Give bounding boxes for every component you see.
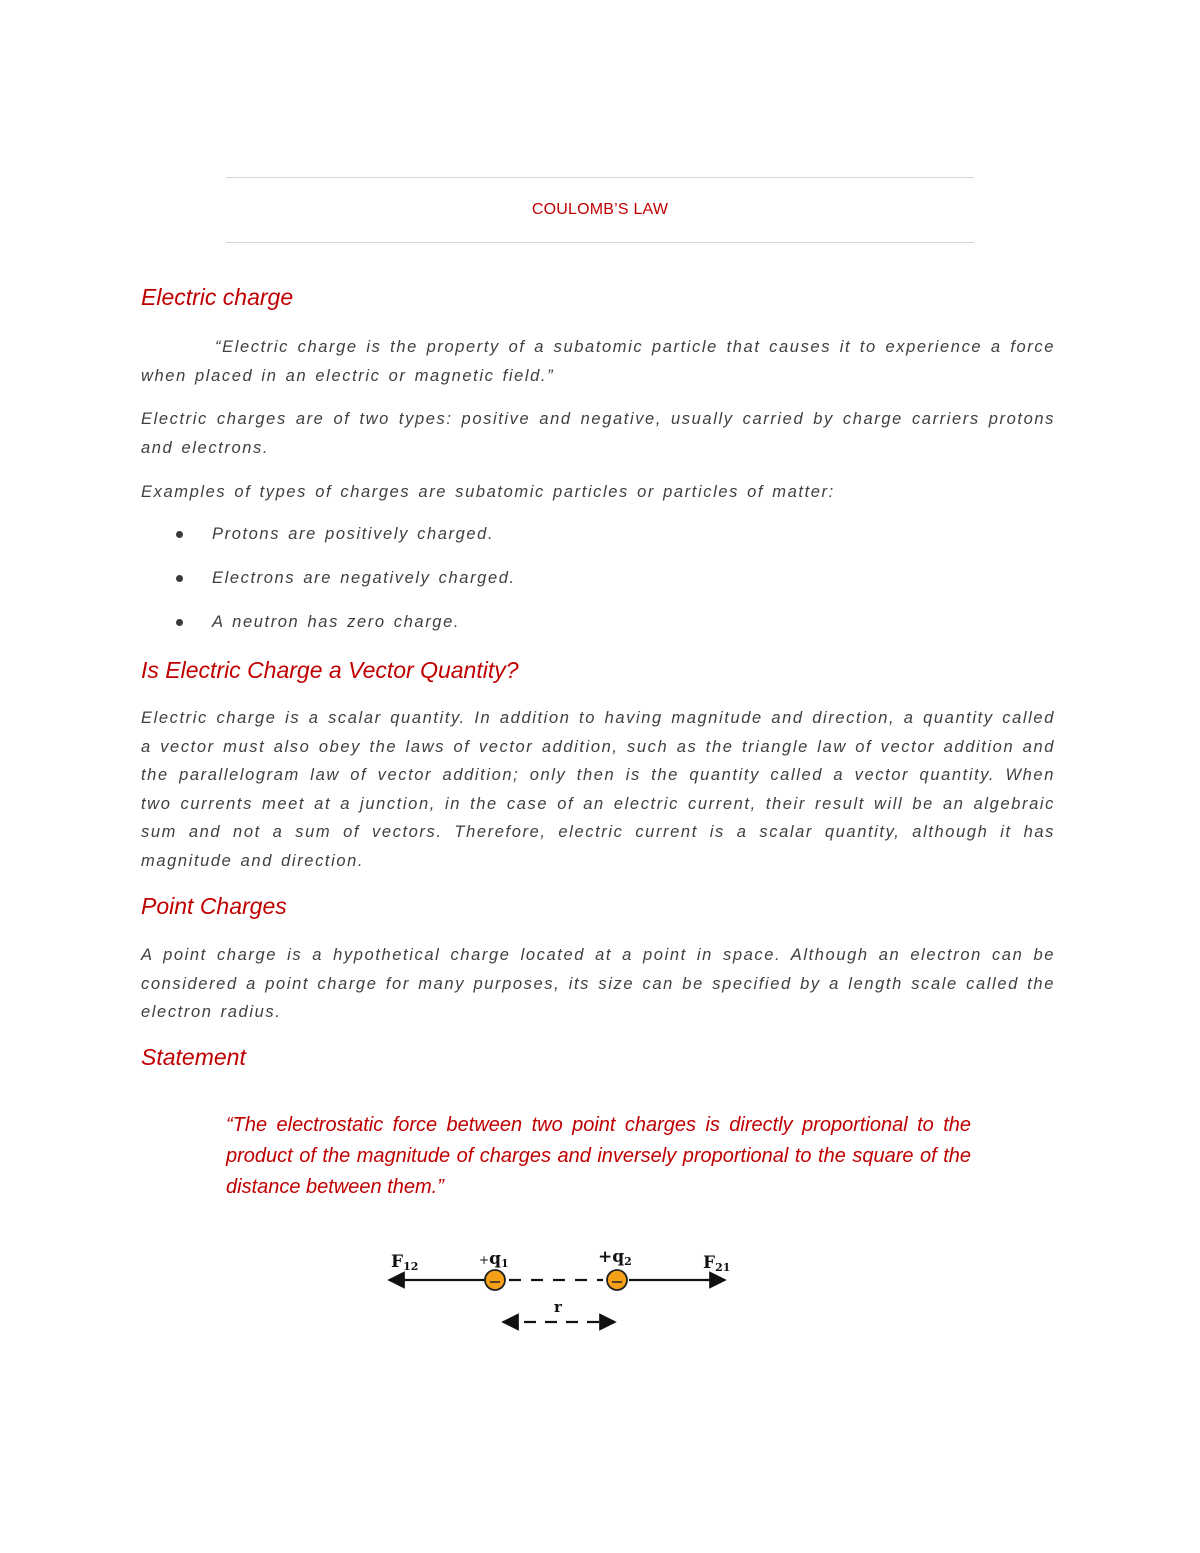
distance-label-r: r (554, 1298, 562, 1316)
coulomb-statement-quote: “The electrostatic force between two point charges is directly proportional to the product of the magnitude of charges and inversely proportional to the square of the distance between them.” (226, 1114, 971, 1198)
heading-point-charges: Point Charges (141, 893, 287, 919)
examples-list (141, 520, 516, 652)
header-rule-top (226, 177, 974, 178)
header-rule-bottom (226, 242, 974, 243)
coulomb-force-diagram (385, 1240, 735, 1340)
charge-q1-circle (485, 1270, 505, 1290)
list-item: Protons are positively charged. (141, 520, 516, 564)
definition-paragraph: “Electric charge is the property of a subatomic particle that causes it to experience a force when placed in an electric or magnetic field.” (141, 338, 1055, 385)
heading-statement: Statement (141, 1044, 246, 1070)
charge-label-q1: +q1 (479, 1249, 509, 1270)
charge-label-q2: +q2 (598, 1247, 632, 1268)
force-label-f12: F12 (391, 1252, 419, 1273)
charge-types-paragraph: Electric charges are of two types: positive and negative, usually carried by charge carriers protons and electrons. (141, 410, 1055, 457)
heading-vector-quantity: Is Electric Charge a Vector Quantity? (141, 657, 519, 683)
document-title: COULOMB’S LAW (531, 201, 669, 218)
examples-intro: Examples of types of charges are subatomic particles or particles of matter: (141, 483, 835, 501)
charge-q2-circle (607, 1270, 627, 1290)
list-item: A neutron has zero charge. (141, 608, 516, 652)
heading-electric-charge: Electric charge (141, 284, 294, 310)
list-item: Electrons are negatively charged. (141, 564, 516, 608)
vector-paragraph: Electric charge is a scalar quantity. In addition to having magnitude and direction, a quantity called a vector must also obey the laws of vector addition, such as the triangle law of vector addition and the parallelogram law of vector addition; only then is the quantity called a vector quantity. When two currents meet at a junction, in the case of an electric current, their result will be an algebraic sum and not a sum of vectors. Therefore, electric current is a scalar quantity, although it has magnitude and direction. (141, 709, 1055, 870)
point-charges-paragraph: A point charge is a hypothetical charge located at a point in space. Although an electron can be considered a point charge for many purposes, its size can be specified by a length scale called the electron radius. (141, 946, 1055, 1021)
force-label-f21: F21 (703, 1253, 731, 1274)
